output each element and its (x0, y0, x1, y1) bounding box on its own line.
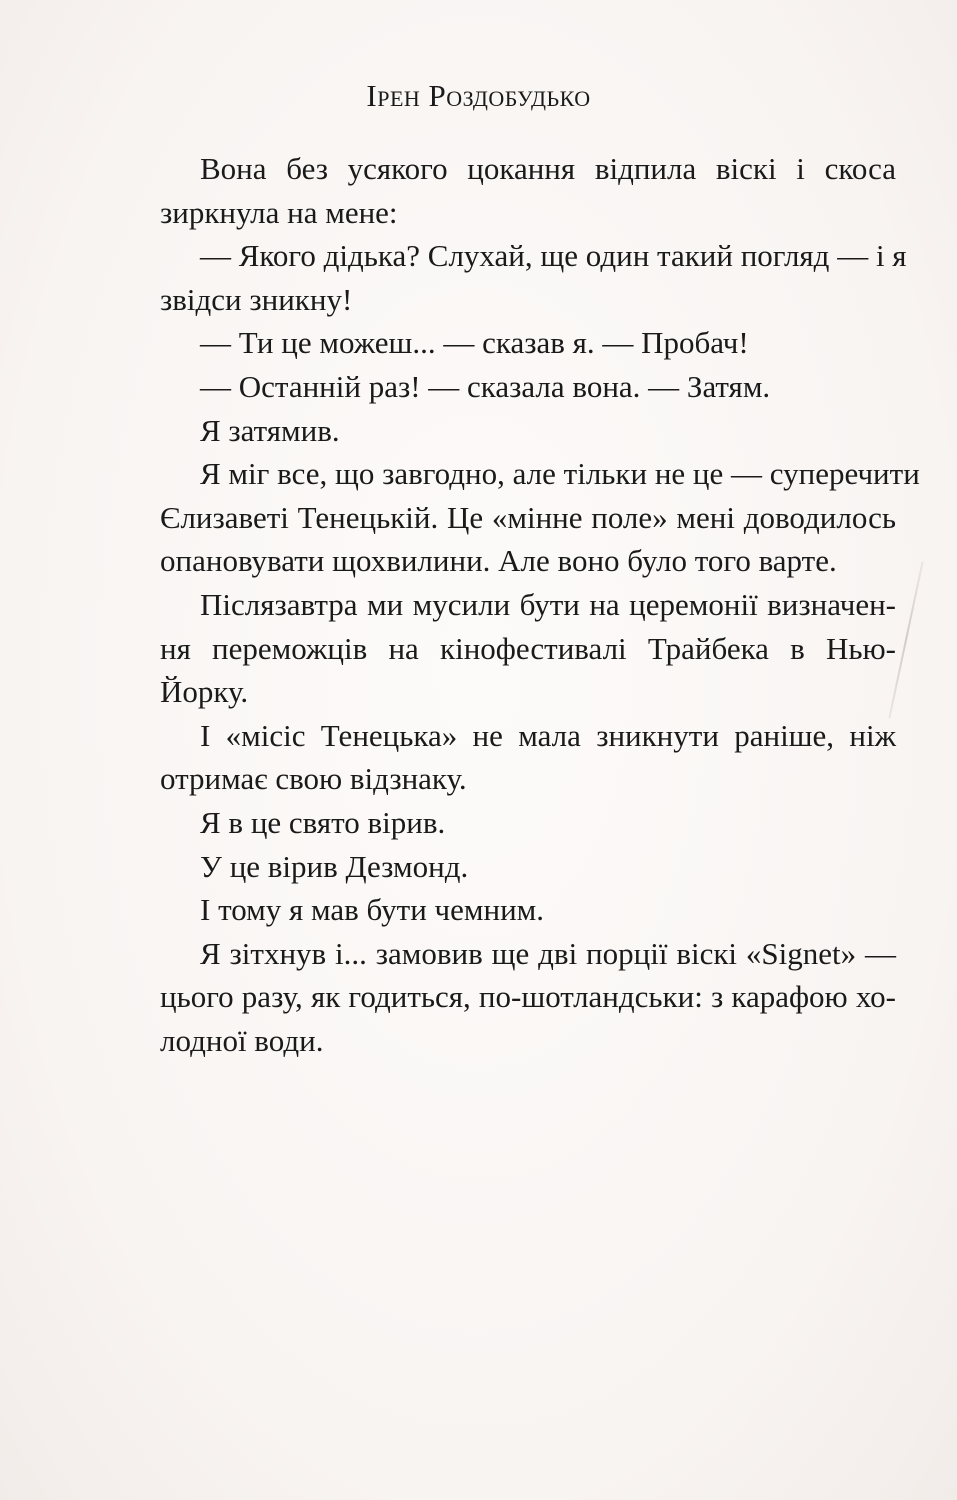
text-line: Я в це свято вірив. (200, 804, 446, 840)
text-line: Я зітхнув і... замовив ще дві порції віскі «Signet» — (200, 935, 896, 971)
main-text (160, 147, 920, 1062)
running-header: Ірен Роздобудько (366, 78, 591, 113)
text-line: Післязавтра ми мусили бути на церемонії визначен- (200, 586, 896, 622)
text-line: Я затямив. (200, 412, 340, 448)
text-line: Єлизаветі Тенецькій. Це «мінне поле» мені доводилось (160, 499, 896, 535)
text-line: отримає свою відзнаку. (160, 761, 467, 797)
text-line: — Якого дідька? Слухай, ще один такий погляд — і я (200, 238, 907, 274)
text-line: У це вірив Дезмонд. (200, 848, 469, 884)
text-line: І тому я мав бути чемним. (200, 892, 545, 928)
text-line: зиркнула на мене: (160, 194, 398, 230)
text-line: — Ти це можеш... — сказав я. — Пробач! (200, 325, 749, 361)
text-line: звідси зникну! (160, 281, 353, 317)
text-line: Вона без усякого цокання відпила віскі і скоса (200, 151, 896, 186)
text-line: І «місіс Тенецька» не мала зникнути раніше, ніж (200, 717, 896, 753)
text-line: лодної води. (160, 1022, 324, 1058)
text-line: Я міг все, що завгодно, але тільки не це — суперечити (200, 456, 920, 492)
text-line: опановувати щохвилини. Але воно було того варте. (160, 543, 837, 579)
text-line: — Останній раз! — сказала вона. — Затям. (200, 368, 771, 404)
text-line: ня переможців на кінофестивалі Трайбека в Нью- (160, 630, 896, 666)
text-line: Йорку. (160, 674, 249, 710)
text-line: цього разу, як годиться, по-шотландськи: з карафою хо- (160, 979, 896, 1015)
